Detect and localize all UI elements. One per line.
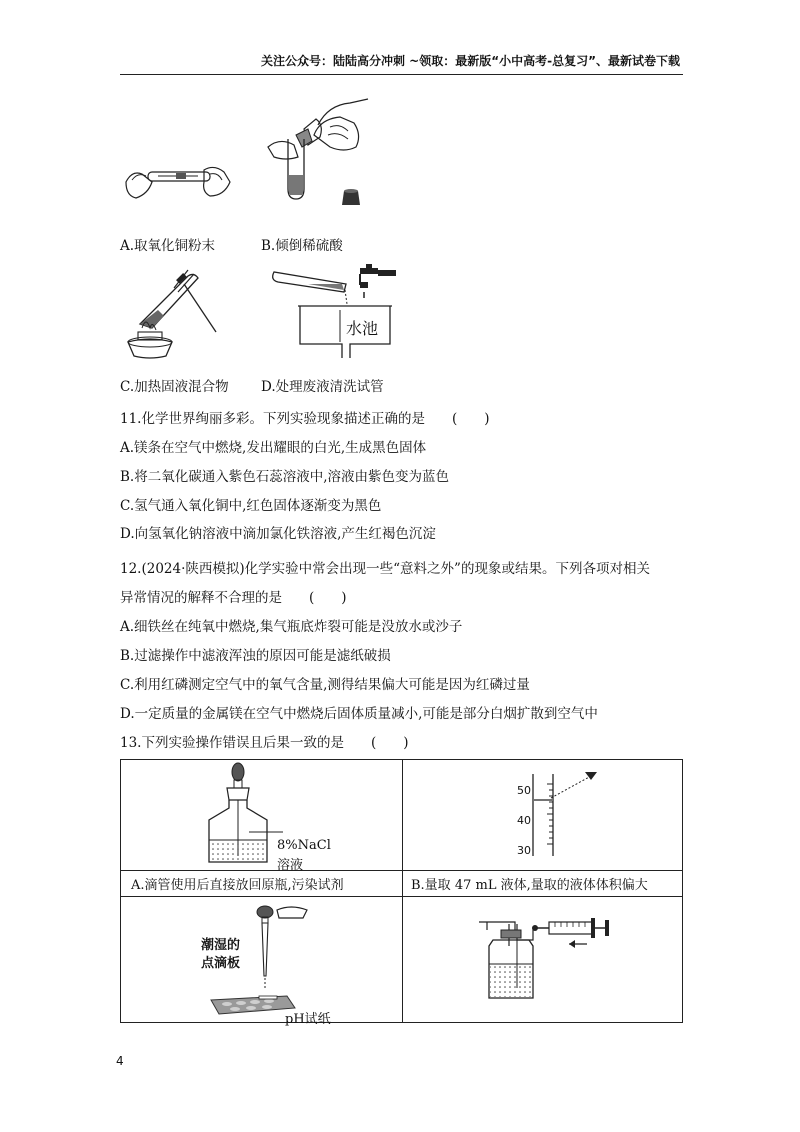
cylinder-tick-50: 50 [517,784,531,797]
q13-stem: 13.下列实验操作错误且后果一致的是 ( ) [120,735,409,751]
q11-option-d: D.向氢氧化钠溶液中滴加氯化铁溶液,产生红褐色沉淀 [120,526,436,542]
q13-options-table [120,759,683,1027]
q11-option-b: B.将二氧化碳通入紫色石蕊溶液中,溶液由紫色变为蓝色 [120,469,450,485]
image-ph-test-on-wet-plate [201,900,337,1027]
image-take-copper-oxide [118,152,243,212]
option-d-caption: D.处理废液清洗试管 [261,379,384,395]
option-c-caption: C.加热固液混合物 [120,379,229,395]
image-syringe-gas-bottle [473,910,613,1006]
table-row-divider [121,870,682,871]
wet-plate-label-line1: 潮湿的 [201,938,241,953]
q12-stem-line1: 12.(2024·陕西模拟)化学实验中常会出现一些“意料之外”的现象或结果。下列各项对相关 [120,561,650,577]
cylinder-tick-30: 30 [517,844,531,857]
page-number: 4 [116,1054,124,1068]
bottle-solution-label: 溶液 [277,858,304,873]
q12-stem-line2: 异常情况的解释不合理的是 ( ) [120,590,347,606]
q11-stem: 11.化学世界绚丽多彩。下列实验现象描述正确的是 ( ) [120,411,490,427]
option-b-caption: B.倾倒稀硫酸 [261,238,343,254]
table-column-divider [402,760,403,1022]
cylinder-tick-40: 40 [517,814,531,827]
table-row-divider [121,896,682,897]
q11-option-a: A.镁条在空气中燃烧,发出耀眼的白光,生成黑色固体 [120,440,427,456]
ph-paper-label: pH试纸 [285,1012,331,1027]
q13-option-a-caption: A.滴管使用后直接放回原瓶,污染试剂 [131,878,344,893]
bottle-concentration-label: 8%NaCl [277,838,331,853]
q11-option-c: C.氢气通入氧化铜中,红色固体逐渐变为黑色 [120,498,382,514]
q12-option-c: C.利用红磷测定空气中的氧气含量,测得结果偏大可能是因为红磷过量 [120,677,530,693]
image-pour-dilute-sulfuric-acid [258,95,393,215]
sink-label: 水池 [346,319,379,338]
header-divider [120,74,683,75]
image-dispose-waste-liquid [268,262,398,367]
image-graduated-cylinder-reading [507,770,597,860]
image-heat-solid-liquid-mixture [118,262,218,362]
q12-option-b: B.过滤操作中滤液浑浊的原因可能是滤纸破损 [120,648,391,664]
image-dropper-in-reagent-bottle [201,762,331,873]
page-header: 关注公众号：陆陆高分冲刺 ~领取：最新版“小中高考-总复习”、最新试卷下载 [261,54,680,68]
q13-option-b-caption: B.量取 47 mL 液体,量取的液体体积偏大 [411,878,648,893]
q12-option-d: D.一定质量的金属镁在空气中燃烧后固体质量减小,可能是部分白烟扩散到空气中 [120,706,598,722]
wet-plate-label-line2: 点滴板 [201,956,241,971]
q12-option-a: A.细铁丝在纯氧中燃烧,集气瓶底炸裂可能是没放水或沙子 [120,619,463,635]
option-a-caption: A.取氧化铜粉末 [120,238,216,254]
